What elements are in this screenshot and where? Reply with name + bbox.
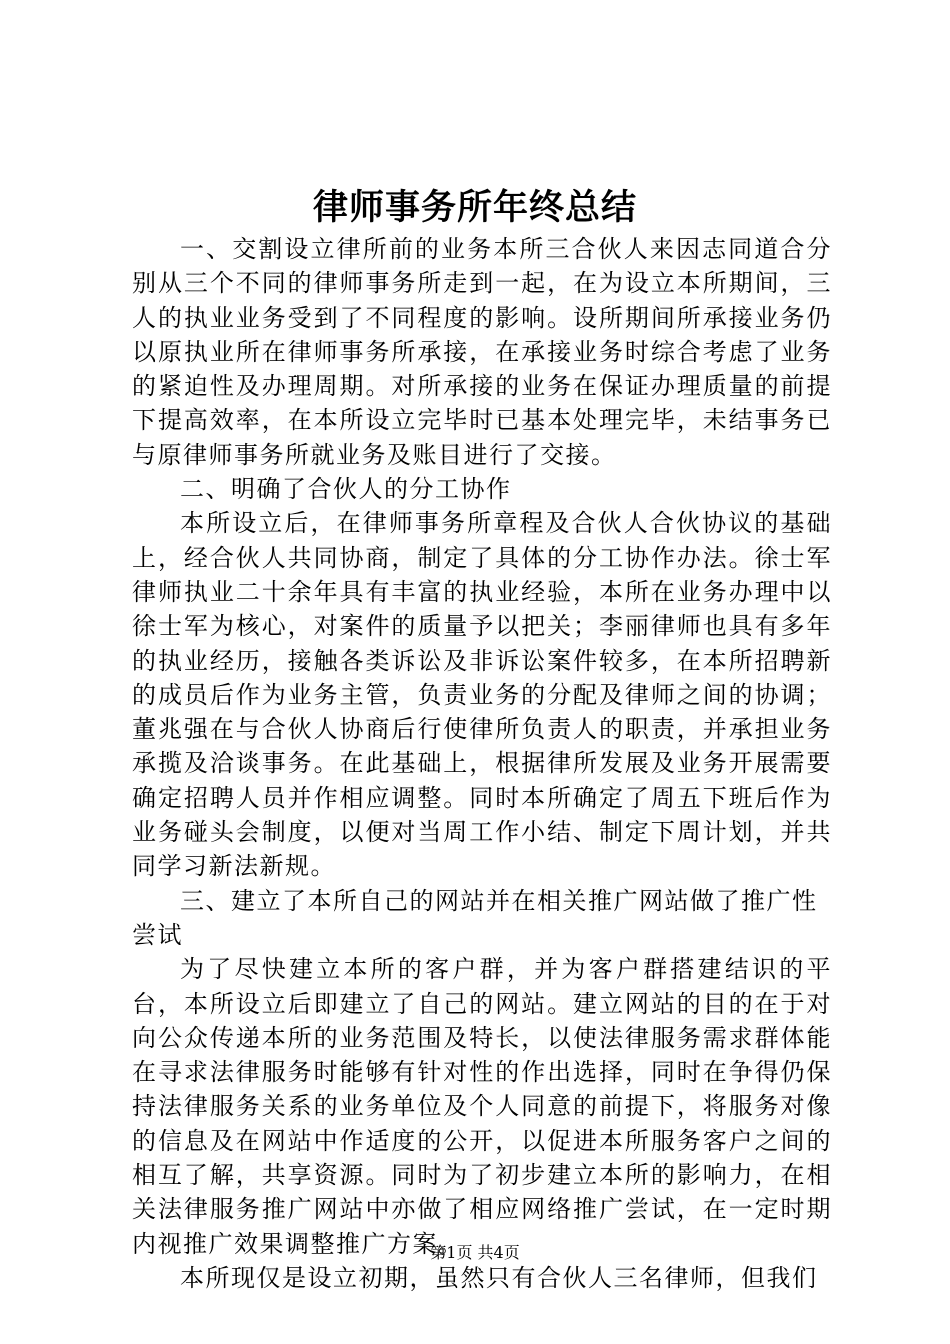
section-heading-website: 三、建立了本所自己的网站并在相关推广网站做了推广性尝试 xyxy=(132,886,818,949)
document-title: 律师事务所年终总结 xyxy=(312,188,637,228)
page-number-footer: 第1页 共4页 xyxy=(430,1243,520,1262)
section-heading-division: 二、明确了合伙人的分工协作 xyxy=(180,475,512,504)
paragraph-website: 为了尽快建立本所的客户群，并为客户群搭建结识的平台，本所设立后即建立了自己的网站。建立网站的目的在于对向公众传递本所的业务范围及特长，以使法律服务需求群体能在寻求法律服务时能够有针对性的作出选择，同时在争得仍保持法律服务关系的业务单位及个人同意的前提下，将服务对像的信息及在网站中作适度的公开，以促进本所服务客户之间的相互了解，共享资源。同时为了初步建立本所的影响力，在相关法律服务推广网站中亦做了相应网络推广尝试，在一定时期内视推广效果调整推广方案。 xyxy=(132,955,832,1258)
paragraph-handover: 一、交割设立律所前的业务本所三合伙人来因志同道合分别从三个不同的律师事务所走到一起，在为设立本所期间，三人的执业业务受到了不同程度的影响。设所期间所承接业务仍以原执业所在律师事务所承接，在承接业务时综合考虑了业务的紧迫性及办理周期。对所承接的业务在保证办理质量的前提下提高效率，在本所设立完毕时已基本处理完毕，未结事务已与原律师事务所就业务及账目进行了交接。 xyxy=(132,235,832,469)
document-body xyxy=(132,232,832,1295)
paragraph-division: 本所设立后，在律师事务所章程及合伙人合伙协议的基础上，经合伙人共同协商，制定了具体的分工协作办法。徐士军律师执业二十余年具有丰富的执业经验，本所在业务办理中以徐士军为核心，对案件的质量予以把关；李丽律师也具有多年的执业经历，接触各类诉讼及非诉讼案件较多，在本所招聘新的成员后作为业务主管，负责业务的分配及律师之间的协调；董兆强在与合伙人协商后行使律所负责人的职责，并承担业务承揽及洽谈事务。在此基础上，根据律所发展及业务开展需要确定招聘人员并作相应调整。同时本所确定了周五下班后作为业务碰头会制度，以便对当周工作小结、制定下周计划，并共同学习新法新规。 xyxy=(132,509,832,881)
paragraph-closing: 本所现仅是设立初期，虽然只有合伙人三名律师，但我们 xyxy=(180,1263,818,1292)
